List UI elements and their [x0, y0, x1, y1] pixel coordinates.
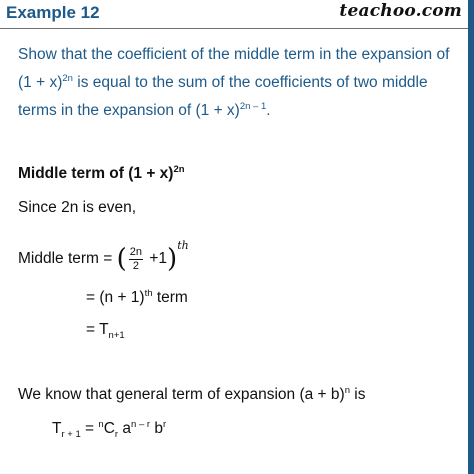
eq1-text-b: term [152, 289, 188, 306]
question-exp-2n: 2n [62, 72, 73, 84]
general-exp: n [344, 384, 350, 396]
plus-one: +1 [145, 250, 168, 267]
fraction-denominator: 2 [132, 259, 139, 272]
question-exp-2n-1: 2n – 1 [239, 100, 267, 112]
equation-line-2 [86, 321, 125, 342]
formula-C: C [103, 420, 115, 437]
right-accent-bar [468, 0, 474, 474]
eq1-text-a: = (n + 1) [86, 289, 145, 306]
since-text: Since 2n is even, [18, 199, 137, 216]
question-line-3 [18, 102, 271, 120]
fraction [129, 246, 143, 273]
heading-exp: 2n [173, 163, 185, 175]
fraction-numerator: 2n [129, 245, 143, 258]
question-line-2 [18, 74, 428, 92]
heading-text: Middle term of (1 + x) [18, 165, 174, 182]
general-term-line [18, 386, 365, 404]
general-text: We know that general term of expansion (a + b) [18, 386, 345, 403]
formula-b-sup: r [162, 418, 167, 430]
formula-eq: = [80, 420, 99, 437]
middle-term-formula [18, 239, 189, 274]
question-text-1: Show that the coefficient of the middle term in the expansion of [18, 46, 450, 63]
formula-n-sup: n [98, 418, 104, 430]
eq1-sup: th [144, 287, 153, 299]
question-line-1 [18, 46, 449, 64]
question-text-2b: is equal to the sum of the coefficients of two middle [72, 74, 428, 91]
equation-line-1 [86, 289, 188, 307]
formula-b: b [150, 420, 163, 437]
formula-T: T [52, 420, 62, 437]
formula-r-sub: r [114, 429, 119, 441]
solution-heading [18, 165, 185, 183]
eq2-sub: n+1 [108, 330, 125, 342]
question-text-2a: (1 + x) [18, 74, 63, 91]
question-text-3b: . [266, 102, 271, 119]
general-end: is [349, 386, 366, 403]
since-line [18, 199, 136, 217]
formula-T-sub: r + 1 [61, 429, 81, 441]
formula-a: a [118, 420, 132, 437]
formula-a-sup: n – r [131, 418, 151, 430]
th-superscript: th [177, 239, 189, 253]
eq2-text: = T [86, 321, 109, 338]
general-term-formula [52, 418, 167, 441]
middle-term-label: Middle term = [18, 250, 117, 267]
left-paren: ( [116, 244, 127, 274]
example-title: Example 12 [6, 3, 100, 22]
question-text-3a: terms in the expansion of (1 + x) [18, 102, 240, 119]
teachoo-logo: teachoo.com [339, 1, 462, 21]
right-paren: ) [167, 244, 178, 274]
